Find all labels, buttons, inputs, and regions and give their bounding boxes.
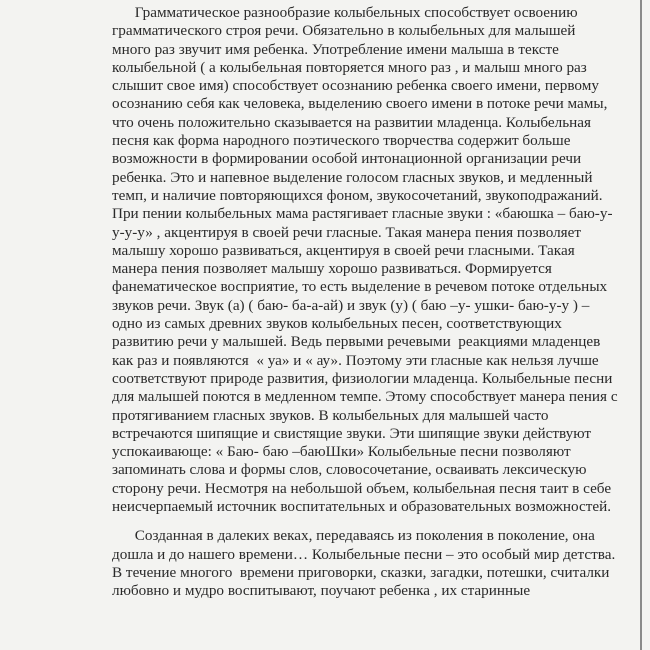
text-line: Созданная в далеких веках, передаваясь из поколения в поколение, она — [112, 527, 595, 545]
text-line: грамматического строя речи. Обязательно в колыбельных для малышей — [112, 22, 576, 40]
text-line: неисчерпаемый источник воспитательных и образовательных возможностей. — [112, 498, 612, 516]
text-line: Грамматическое разнообразие колыбельных способствует освоению — [112, 4, 578, 21]
text-line: одно из самых древних звуков колыбельных песен, соответствующих — [112, 315, 562, 333]
text-line: много раз звучит имя ребенка. Употребление имени малыша в тексте — [112, 40, 559, 58]
text-line: слышит свое имя) способствует осознанию ребенка своего имени, первому — [112, 77, 599, 95]
paragraph — [112, 527, 616, 600]
text-line: манера пения позволяет малышу хорошо развиваться. Формируется — [112, 260, 552, 278]
text-line: любовно и мудро воспитывают, поучают ребенка , их старинные — [112, 582, 531, 600]
text-line: как раз и появляются « уа» и « ау». Поэтому эти гласные как нельзя лучше — [112, 351, 599, 369]
text-line: осознанию себя как человека, выделению своего имени в потоке речи мамы, — [112, 95, 608, 113]
text-line: успокаивающе: « Баю- баю –баюШки» Колыбельные песни позволяют — [112, 443, 571, 461]
text-line: что очень положительно сказывается на развитии младенца. Колыбельная — [112, 113, 592, 131]
text-line: фанематическое восприятие, то есть выделение в речевом потоке отдельных — [112, 278, 608, 296]
text-line: малышу хорошо развиваться, акцентируя в своей речи гласными. Такая — [112, 241, 575, 259]
text-line: темп, и наличие повторяющихся фоном, звукосочетаний, звукоподражаний. — [112, 186, 603, 204]
document-body — [112, 4, 618, 601]
page-edge — [640, 0, 642, 650]
text-line: для малышей поются в медленном темпе. Этому способствует манера пения с — [112, 388, 618, 406]
paragraph — [112, 4, 618, 516]
text-line: развитию речи у малышей. Ведь первыми речевыми реакциями младенцев — [112, 333, 601, 351]
text-line: соответствуют природе развития, физиологии младенца. Колыбельные песни — [112, 369, 613, 387]
text-line: протягиванием гласных звуков. В колыбельных для малышей часто — [112, 406, 549, 424]
text-line: песня как форма народного поэтического творчества содержит больше — [112, 132, 571, 150]
text-line: звуков речи. Звук (а) ( баю- ба-а-ай) и звук (у) ( баю –у- ушки- баю-у-у ) – — [112, 296, 590, 314]
text-line: сторону речи. Несмотря на небольшой объем, колыбельная песня таит в себе — [112, 479, 612, 497]
text-line: При пении колыбельных мама растягивает гласные звуки : «баюшка – баю-у- — [112, 205, 613, 223]
text-line: дошла и до нашего времени… Колыбельные песни – это особый мир детства. — [112, 545, 616, 563]
text-line: колыбельной ( а колыбельная повторяется много раз , и малыш много раз — [112, 58, 587, 76]
text-line: В течение многого времени приговорки, сказки, загадки, потешки, считалки — [112, 563, 610, 581]
text-line: у-у-у» , акцентируя в своей речи гласные. Такая манера пения позволяет — [112, 223, 582, 241]
text-line: запоминать слова и формы слов, словосочетание, осваивать лексическую — [112, 461, 587, 479]
text-line: возможности в формировании особой интонационной организации речи — [112, 150, 582, 168]
paragraph-gap — [112, 516, 607, 527]
text-line: ребенка. Это и напевное выделение голосом гласных звуков, и медленный — [112, 168, 593, 186]
text-line: встречаются шипящие и свистящие звуки. Эти шипящие звуки действуют — [112, 424, 592, 442]
